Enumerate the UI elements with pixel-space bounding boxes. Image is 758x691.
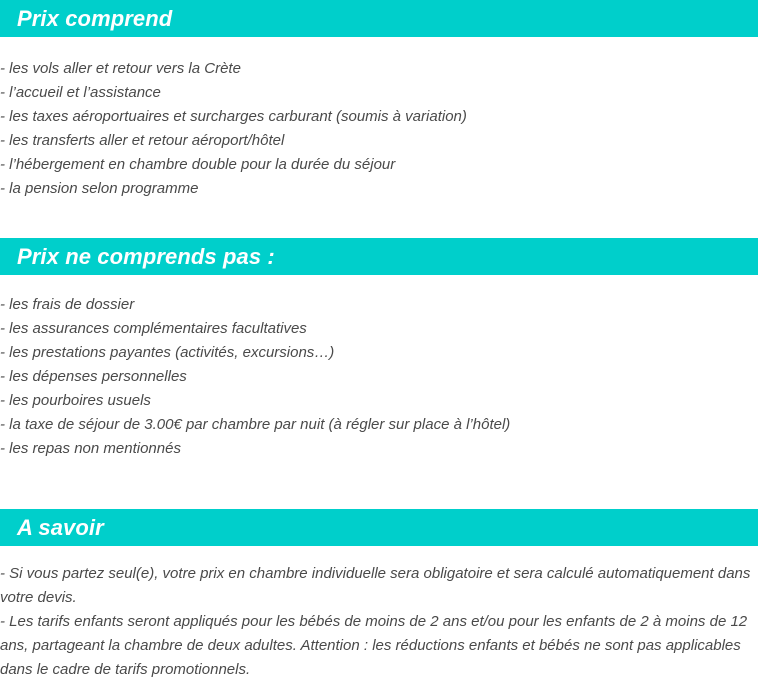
included-items-list	[0, 57, 758, 201]
list-item: - les dépenses personnelles	[0, 368, 187, 385]
list-item: - la taxe de séjour de 3.00€ par chambre par nuit (à régler sur place à l’hôtel)	[0, 416, 511, 433]
section-header-prix-ne-comprends-pas	[0, 238, 758, 275]
section-title: Prix comprend	[17, 5, 173, 31]
list-item: - les repas non mentionnés	[0, 440, 181, 457]
list-item: - les transferts aller et retour aéroport/hôtel	[0, 132, 285, 149]
paragraph: - Si vous partez seul(e), votre prix en chambre individuelle sera obligatoire et sera calculé automatiquement dans votre devis.	[0, 565, 751, 606]
section-header-a-savoir	[0, 509, 758, 546]
list-item: - les assurances complémentaires facultatives	[0, 320, 307, 337]
list-item: - la pension selon programme	[0, 180, 199, 197]
list-item: - les taxes aéroportuaires et surcharges carburant (soumis à variation)	[0, 108, 467, 125]
section-body-prix-ne-comprends-pas	[0, 275, 758, 461]
section-body-a-savoir	[0, 546, 758, 682]
list-item: - les vols aller et retour vers la Crète	[0, 60, 241, 77]
list-item: - les pourboires usuels	[0, 392, 151, 409]
list-item: - l’hébergement en chambre double pour la durée du séjour	[0, 156, 396, 173]
list-item: - les frais de dossier	[0, 296, 135, 313]
section-spacer	[0, 201, 758, 238]
section-spacer	[0, 461, 758, 509]
list-item: - l’accueil et l’assistance	[0, 84, 161, 101]
section-header-prix-comprend	[0, 0, 758, 37]
list-item: - les prestations payantes (activités, excursions…)	[0, 344, 335, 361]
section-title: Prix ne comprends pas :	[17, 243, 275, 269]
section-body-prix-comprend	[0, 37, 758, 201]
section-title: A savoir	[17, 514, 104, 540]
paragraph: - Les tarifs enfants seront appliqués pour les bébés de moins de 2 ans et/ou pour les enfants de 2 à moins de 12 ans, partageant la chambre de deux adultes. Attention : les réductions enfants et bébés ne sont pas applicables dans le cadre de tarifs promotionnels.	[0, 613, 748, 678]
excluded-items-list	[0, 293, 758, 461]
